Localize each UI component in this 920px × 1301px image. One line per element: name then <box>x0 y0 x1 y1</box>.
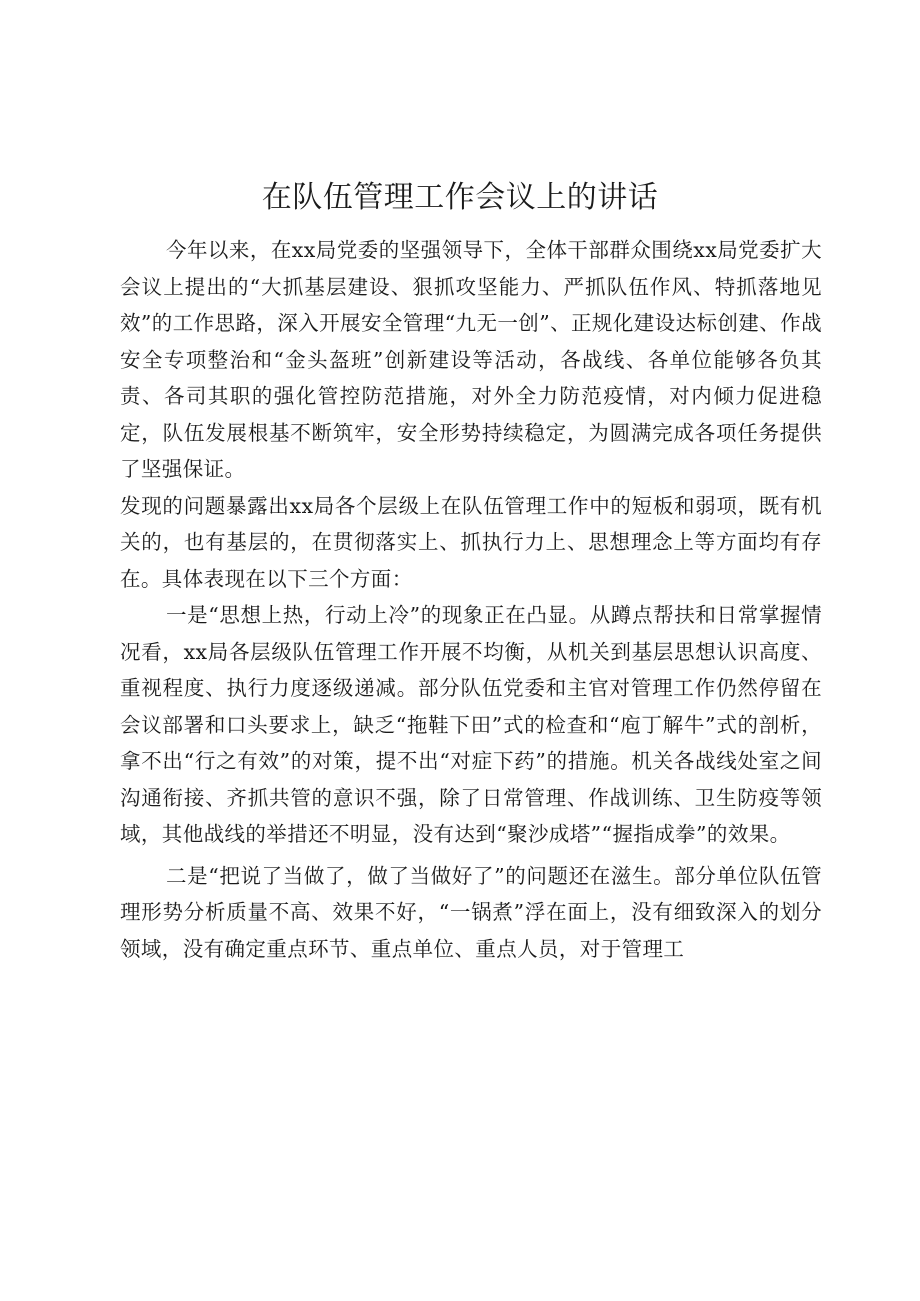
paragraph-problems-overview: 发现的问题暴露出xx局各个层级上在队伍管理工作中的短板和弱项，既有机关的，也有基层的，在贯彻落实上、抓执行力上、思想理念上等方面均有存在。具体表现在以下三个方面： <box>120 493 822 591</box>
document-title: 在队伍管理工作会议上的讲话 <box>261 180 659 215</box>
paragraph-point-one: 一是“思想上热，行动上冷”的现象正在凸显。从蹲点帮扶和日常掌握情况看，xx局各层级队伍管理工作开展不均衡，从机关到基层思想认识高度、重视程度、执行力度逐级递减。部分队伍党委和主官对管理工作仍然停留在会议部署和口头要求上，缺乏“拖鞋下田”式的检查和“庖丁解牛”式的剖析，拿不出“行之有效”的对策，提不出“对症下药”的措施。机关各战线处室之间沟通衔接、齐抓共管的意识不强，除了日常管理、作战训练、卫生防疫等领域，其他战线的举措还不明显，没有达到“聚沙成塔”“握指成拳”的效果。 <box>120 603 822 846</box>
paragraph-point-two: 二是“把说了当做了，做了当做好了”的问题还在滋生。部分单位队伍管理形势分析质量不高、效果不好，“一锅煮”浮在面上，没有细致深入的划分领域，没有确定重点环节、重点单位、重点人员，对于管理工 <box>120 863 822 961</box>
paragraph-intro: 今年以来，在xx局党委的坚强领导下，全体干部群众围绕xx局党委扩大会议上提出的“大抓基层建设、狠抓攻坚能力、严抓队伍作风、特抓落地见效”的工作思路，深入开展安全管理“九无一创”、正规化建设达标创建、作战安全专项整治和“金头盔班”创新建设等活动，各战线、各单位能够各负其责、各司其职的强化管控防范措施，对外全力防范疫情，对内倾力促进稳定，队伍发展根基不断筑牢，安全形势持续稳定，为圆满完成各项任务提供了坚强保证。 <box>120 238 822 481</box>
document-body <box>120 232 822 967</box>
